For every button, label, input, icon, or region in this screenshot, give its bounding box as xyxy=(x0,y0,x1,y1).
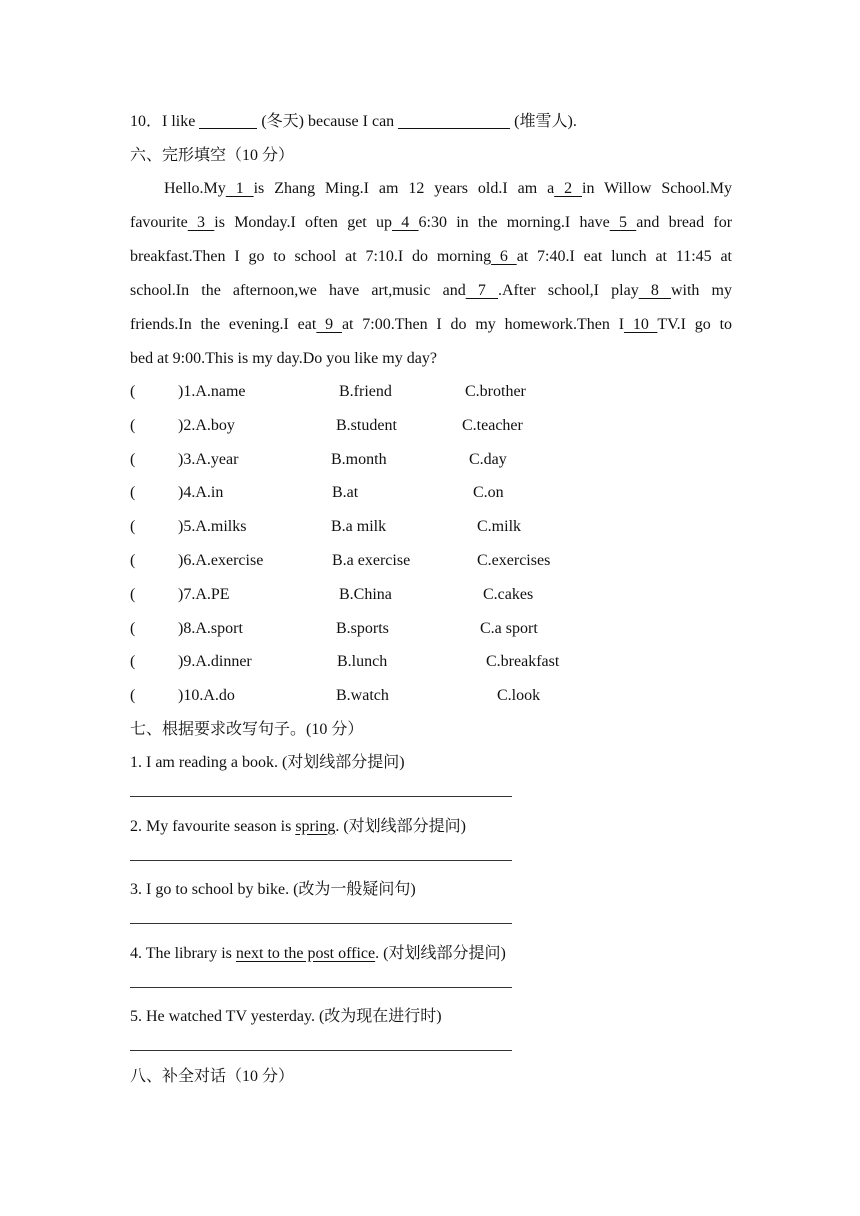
answer-blank[interactable] xyxy=(398,112,510,129)
passage-line xyxy=(130,206,732,240)
passage-text: at 7:40.I eat lunch at 11:45 at xyxy=(516,248,732,265)
option-a: )7.A.PE xyxy=(178,585,230,603)
passage-text: and bread for xyxy=(636,214,733,231)
rewrite-question xyxy=(130,880,416,900)
option-row xyxy=(130,619,730,639)
option-row xyxy=(130,483,730,503)
passage-line xyxy=(130,274,732,308)
option-b: B.month xyxy=(331,450,387,468)
option-c: C.milk xyxy=(477,518,522,536)
answer-paren[interactable]: ( xyxy=(130,383,136,400)
blank-number[interactable]: 3 xyxy=(187,214,215,231)
option-row xyxy=(130,382,730,402)
option-a: )4.A.in xyxy=(178,484,224,502)
passage-text: friends.In the evening.I eat xyxy=(130,316,317,333)
option-c: C.day xyxy=(469,450,507,468)
passage-line xyxy=(130,240,732,274)
section-8-title: 八、补全对话（10 分） xyxy=(130,1068,295,1085)
question-number: 10． xyxy=(130,113,163,130)
question-text: 2. My favourite season is xyxy=(130,817,296,835)
passage-text: TV.I go to xyxy=(657,316,733,333)
passage-line xyxy=(130,342,732,376)
passage-text: breakfast.Then I go to school at 7:10.I do morning xyxy=(130,248,492,265)
option-b: B.sports xyxy=(336,619,389,637)
answer-paren[interactable]: ( xyxy=(130,416,136,434)
answer-line[interactable] xyxy=(130,860,512,861)
passage-text: .After school,I play xyxy=(498,282,639,299)
passage-line xyxy=(130,308,732,342)
option-row xyxy=(130,450,730,470)
blank-number[interactable]: 5 xyxy=(609,214,637,231)
passage-text: bed at 9:00.This is my day.Do you like my day? xyxy=(130,350,437,367)
question-text: 5. He watched TV yesterday. (改为现在进行时) xyxy=(130,1008,442,1026)
question-text-post: (堆雪人). xyxy=(514,113,577,130)
passage-text: with my xyxy=(670,282,732,299)
cloze-passage xyxy=(130,172,732,376)
option-row xyxy=(130,686,730,706)
option-b: B.at xyxy=(332,484,359,502)
question-text: 4. The library is xyxy=(130,944,236,962)
section-7-title: 七、根据要求改写句子。(10 分） xyxy=(130,721,364,738)
answer-blank[interactable] xyxy=(199,112,257,129)
option-b: B.a exercise xyxy=(332,552,411,569)
answer-paren[interactable]: ( xyxy=(130,552,136,569)
option-b: B.China xyxy=(339,585,392,603)
rewrite-question xyxy=(130,1007,442,1027)
option-row xyxy=(130,585,730,605)
question-text-pre: I like xyxy=(162,113,196,130)
section-6-title: 六、完形填空（10 分） xyxy=(130,147,295,164)
option-a: )9.A.dinner xyxy=(178,653,252,671)
option-b: B.friend xyxy=(339,383,392,400)
question-instruction: . (对划线部分提问) xyxy=(375,944,506,962)
answer-paren[interactable]: ( xyxy=(130,450,136,468)
rewrite-question xyxy=(130,944,506,964)
option-a: )10.A.do xyxy=(178,687,235,705)
passage-text: at 7:00.Then I do my homework.Then I xyxy=(341,316,625,333)
rewrite-question xyxy=(130,753,405,773)
underlined-part: next to the post office xyxy=(235,944,376,962)
passage-text: school.In the afternoon,we have art,music and xyxy=(130,282,466,299)
passage-text: Hello.My xyxy=(164,180,226,197)
option-row xyxy=(130,551,730,571)
answer-line[interactable] xyxy=(130,796,512,797)
answer-paren[interactable]: ( xyxy=(130,619,136,637)
option-a: )5.A.milks xyxy=(178,518,247,536)
option-a: )6.A.exercise xyxy=(178,552,264,569)
question-text: 3. I go to school by bike. (改为一般疑问句) xyxy=(130,881,416,899)
passage-text: favourite xyxy=(130,214,188,231)
rewrite-question xyxy=(130,817,466,837)
passage-text: 6:30 in the morning.I have xyxy=(418,214,610,231)
option-c: C.cakes xyxy=(483,585,534,603)
passage-text: in Willow School.My xyxy=(582,180,733,197)
option-c: C.a sport xyxy=(480,619,538,637)
blank-number[interactable]: 6 xyxy=(491,248,517,265)
blank-number[interactable]: 1 xyxy=(225,180,254,197)
blank-number[interactable]: 9 xyxy=(316,316,342,333)
blank-number[interactable]: 7 xyxy=(465,282,498,299)
option-a: )8.A.sport xyxy=(178,619,243,637)
option-a: )1.A.name xyxy=(178,383,246,400)
option-a: )2.A.boy xyxy=(178,416,235,434)
question-text-mid: (冬天) because I can xyxy=(261,113,395,130)
underlined-part: spring xyxy=(295,817,336,835)
option-row xyxy=(130,416,730,436)
answer-line[interactable] xyxy=(130,923,512,924)
blank-number[interactable]: 8 xyxy=(638,282,671,299)
answer-line[interactable] xyxy=(130,1050,512,1051)
option-b: B.student xyxy=(336,416,397,434)
option-b: B.lunch xyxy=(337,653,388,671)
passage-text: is Zhang Ming.I am 12 years old.I am a xyxy=(253,180,555,197)
passage-line xyxy=(130,172,732,206)
answer-line[interactable] xyxy=(130,987,512,988)
answer-paren[interactable]: ( xyxy=(130,653,136,671)
question-10 xyxy=(130,112,577,132)
answer-paren[interactable]: ( xyxy=(130,518,136,536)
question-text: 1. I am reading a book. (对划线部分提问) xyxy=(130,754,405,771)
option-a: )3.A.year xyxy=(178,450,239,468)
option-c: C.exercises xyxy=(477,552,551,569)
option-row xyxy=(130,517,730,537)
option-c: C.look xyxy=(497,687,541,705)
question-instruction: . (对划线部分提问) xyxy=(335,817,466,835)
option-c: C.breakfast xyxy=(486,653,560,671)
blank-number[interactable]: 4 xyxy=(392,214,419,231)
answer-paren[interactable]: ( xyxy=(130,484,136,502)
option-b: B.watch xyxy=(336,687,389,705)
blank-number[interactable]: 10 xyxy=(624,316,658,333)
option-row xyxy=(130,652,730,672)
option-c: C.teacher xyxy=(462,416,523,434)
option-b: B.a milk xyxy=(331,518,387,536)
answer-paren[interactable]: ( xyxy=(130,585,136,603)
answer-paren[interactable]: ( xyxy=(130,687,136,705)
passage-text: is Monday.I often get up xyxy=(214,214,392,231)
option-c: C.brother xyxy=(465,383,526,400)
option-c: C.on xyxy=(473,484,504,502)
blank-number[interactable]: 2 xyxy=(554,180,582,197)
